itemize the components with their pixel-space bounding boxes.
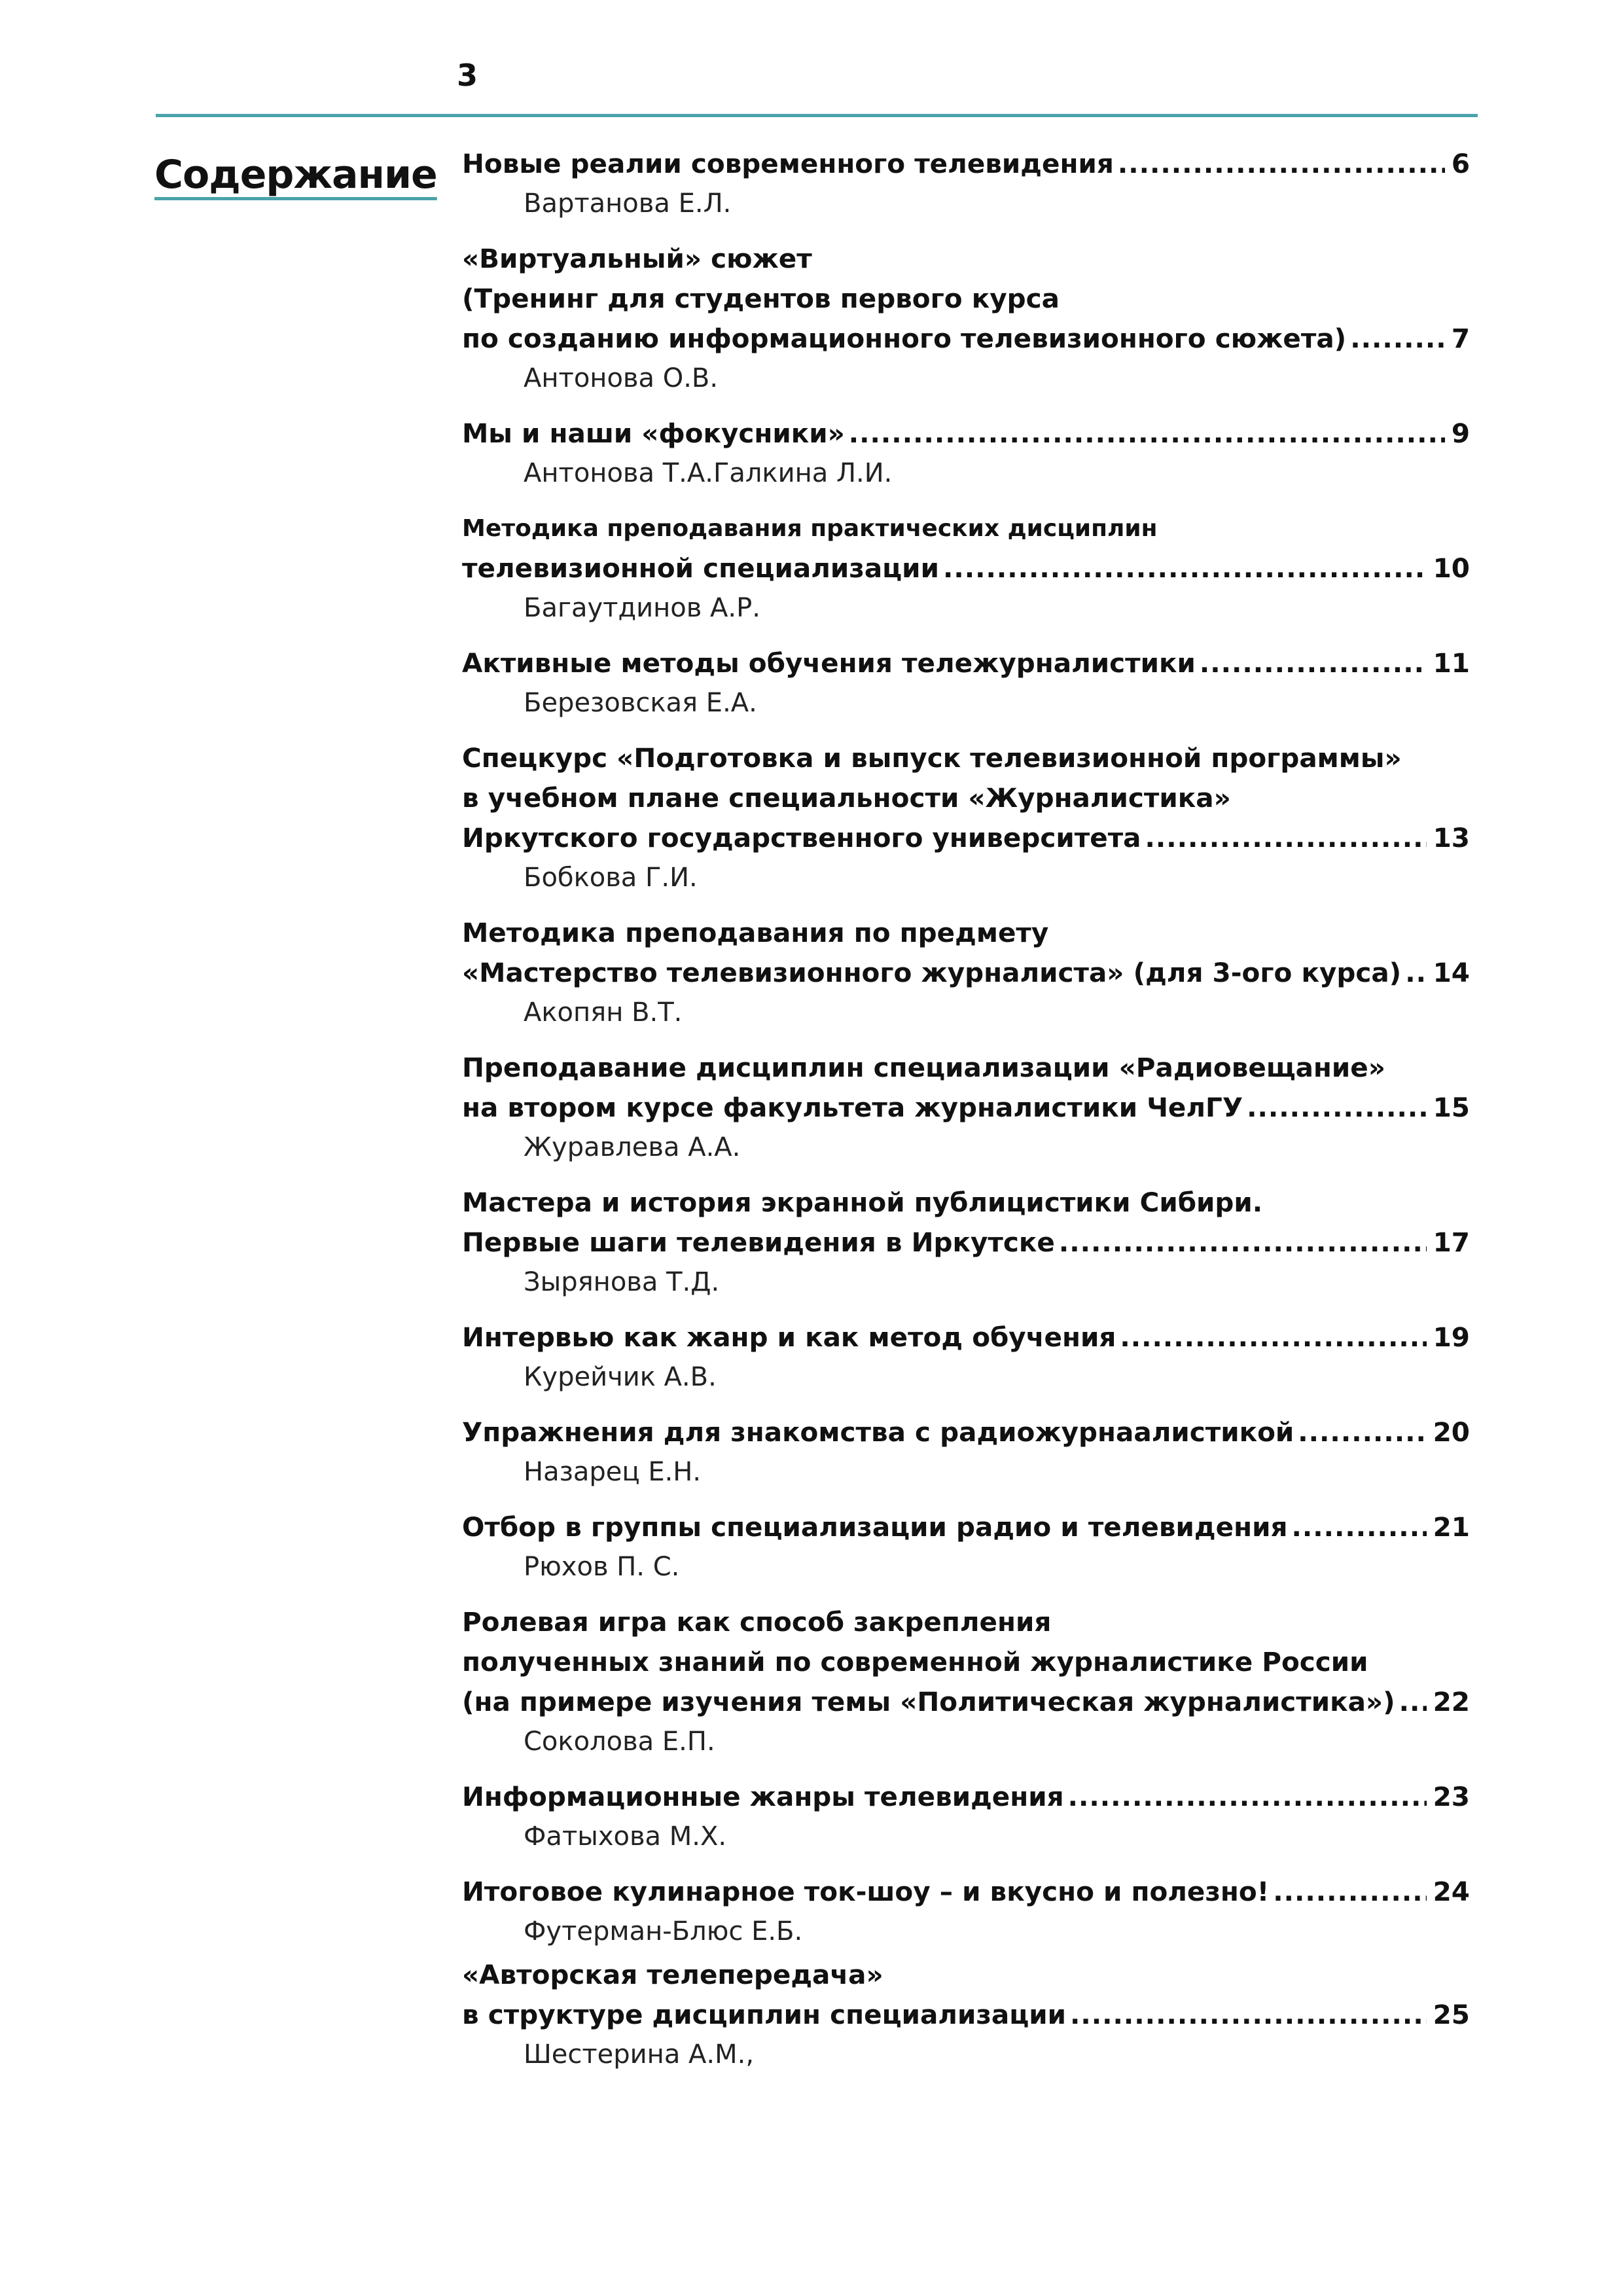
toc-entry-title-line[interactable] [462, 1507, 1470, 1547]
toc-entry-title: (Тренинг для студентов первого курса [462, 283, 1060, 314]
toc-entry-page: 13 [1433, 822, 1470, 853]
toc-entry-title-line[interactable] [462, 1412, 1470, 1452]
toc-entry-page: 17 [1433, 1227, 1470, 1258]
toc-entry-author: Березовская Е.А. [524, 688, 757, 718]
dot-leader [1145, 818, 1427, 858]
toc-entry [462, 913, 1470, 1032]
toc-entry-page: 10 [1433, 552, 1470, 584]
toc-entry-title: «Виртуальный» сюжет [462, 243, 812, 274]
toc-entry-title: Мастера и история экранной публицистики Сибири. [462, 1187, 1263, 1218]
toc-entry-author: Шестерина А.М., [524, 2039, 755, 2070]
toc-entry [462, 1183, 1470, 1302]
toc-entry-title: Первые шаги телевидения в Иркутске [462, 1227, 1055, 1258]
toc-entry-title: Активные методы обучения тележурналистики [462, 647, 1196, 679]
toc-entry-author: Антонова О.В. [524, 363, 719, 393]
toc-entry-title-line[interactable] [462, 548, 1470, 588]
toc-entry-title: Новые реалии современного телевидения [462, 148, 1114, 179]
toc-entry [462, 1318, 1470, 1397]
toc-entry-author: Курейчик А.В. [524, 1362, 717, 1392]
toc-entry-author: Фатыхова М.Х. [524, 1821, 727, 1852]
dot-leader [1350, 319, 1445, 359]
toc-entry-author: Бобкова Г.И. [524, 863, 698, 893]
toc-entry-title-line[interactable] [462, 1318, 1470, 1357]
toc-entry [462, 738, 1470, 897]
toc-entry-page: 24 [1433, 1876, 1470, 1907]
page-number: 3 [457, 58, 478, 93]
toc-entry-title: по созданию информационного телевизионного сюжета) [462, 323, 1347, 354]
toc-entry-page: 21 [1433, 1511, 1470, 1543]
toc-entry [462, 1872, 1470, 1951]
dot-leader [849, 414, 1445, 454]
toc-entry-author: Акопян В.Т. [524, 997, 683, 1028]
toc-entry [462, 509, 1470, 628]
toc-entry-title: Итоговое кулинарное ток-шоу – и вкусно и полезно! [462, 1876, 1270, 1907]
dot-leader [1059, 1223, 1427, 1263]
toc-entry-title-line[interactable] [462, 953, 1470, 993]
toc-entry-title-line[interactable] [462, 1995, 1470, 2035]
toc-entry-author: Вартанова Е.Л. [524, 188, 732, 219]
toc-entry-title: Мы и наши «фокусники» [462, 418, 845, 449]
toc-entry-title-line[interactable] [462, 279, 1470, 319]
toc-entry-author: Антонова Т.А.Галкина Л.И. [524, 458, 893, 488]
dot-leader [1405, 953, 1426, 993]
dot-leader [943, 548, 1427, 588]
toc-entry-title-line[interactable] [462, 738, 1470, 778]
toc-entry-author: Соколова Е.П. [524, 1727, 715, 1757]
toc-entry-title-line[interactable] [462, 1682, 1470, 1722]
dot-leader [1118, 144, 1445, 184]
toc-entry-title-line[interactable] [462, 509, 1470, 548]
toc-entry [462, 144, 1470, 223]
toc-entry-title: «Мастерство телевизионного журналиста» (для 3-ого курса) [462, 957, 1402, 988]
toc-entry-title-line[interactable] [462, 319, 1470, 359]
toc-entry-page: 22 [1433, 1686, 1470, 1717]
toc-entry-title-line[interactable] [462, 1872, 1470, 1912]
toc-entry-page: 20 [1433, 1416, 1470, 1448]
toc-entry-title: в учебном плане специальности «Журналистика» [462, 782, 1231, 814]
toc-entry-title-line[interactable] [462, 1048, 1470, 1088]
toc-entry-title-line[interactable] [462, 1223, 1470, 1263]
toc-entry-author: Назарец Е.Н. [524, 1457, 702, 1487]
toc-entry-title: Интервью как жанр и как метод обучения [462, 1321, 1116, 1353]
toc-entry-title-line[interactable] [462, 818, 1470, 858]
toc-entry-author: Багаутдинов А.Р. [524, 593, 760, 623]
toc-entry-title: телевизионной специализации [462, 552, 939, 584]
toc-entry [462, 1777, 1470, 1856]
toc-entry-title: Отбор в группы специализации радио и телевидения [462, 1511, 1288, 1543]
dot-leader [1291, 1507, 1426, 1547]
toc-entry-title-line[interactable] [462, 1602, 1470, 1642]
toc-entry-title-line[interactable] [462, 1183, 1470, 1223]
toc-entry [462, 1955, 1470, 2074]
toc-entry [462, 1412, 1470, 1492]
toc-entry-title-line[interactable] [462, 144, 1470, 184]
dot-leader [1247, 1088, 1427, 1128]
dot-leader [1070, 1995, 1427, 2035]
toc-entry [462, 414, 1470, 493]
toc-entry-title: полученных знаний по современной журналистике России [462, 1646, 1368, 1677]
toc-entry-page: 23 [1433, 1781, 1470, 1812]
toc-entry-page: 19 [1433, 1321, 1470, 1353]
toc-entry-author: Рюхов П. С. [524, 1552, 680, 1582]
toc-entry-title-line[interactable] [462, 1777, 1470, 1817]
toc-entry-title: Информационные жанры телевидения [462, 1781, 1064, 1812]
toc-entry [462, 643, 1470, 723]
toc-entry-page: 6 [1451, 148, 1470, 179]
toc-entry-title: Ролевая игра как способ закрепления [462, 1606, 1052, 1638]
table-of-contents [462, 144, 1470, 2090]
dot-leader [1273, 1872, 1426, 1912]
toc-entry-title: Методика преподавания практических дисциплин [462, 515, 1158, 542]
toc-entry-title-line[interactable] [462, 913, 1470, 953]
section-title: Содержание [154, 152, 437, 198]
toc-entry-title-line[interactable] [462, 1642, 1470, 1682]
toc-entry [462, 1507, 1470, 1587]
toc-entry-title: «Авторская телепередача» [462, 1959, 883, 1990]
dot-leader [1068, 1777, 1427, 1817]
toc-entry-title: на втором курсе факультета журналистики ЧелГУ [462, 1092, 1243, 1123]
toc-entry-author: Зырянова Т.Д. [524, 1267, 720, 1297]
toc-entry-page: 14 [1433, 957, 1470, 988]
toc-entry-title-line[interactable] [462, 239, 1470, 279]
header-rule [156, 114, 1478, 117]
toc-entry [462, 1602, 1470, 1761]
toc-entry-title-line[interactable] [462, 643, 1470, 683]
toc-entry-page: 11 [1433, 647, 1470, 679]
toc-entry-title-line[interactable] [462, 414, 1470, 454]
toc-entry-title: Упражнения для знакомства с радиожурнаалистикой [462, 1416, 1294, 1448]
toc-entry-title-line[interactable] [462, 778, 1470, 818]
toc-entry [462, 239, 1470, 398]
dot-leader [1120, 1318, 1426, 1357]
toc-entry-title: Методика преподавания по предмету [462, 917, 1049, 948]
dot-leader [1399, 1682, 1427, 1722]
toc-entry-title-line[interactable] [462, 1955, 1470, 1995]
toc-entry-page: 9 [1451, 418, 1470, 449]
toc-entry [462, 1048, 1470, 1167]
toc-entry-author: Журавлева А.А. [524, 1132, 741, 1162]
toc-entry-page: 7 [1451, 323, 1470, 354]
dot-leader [1200, 643, 1427, 683]
toc-entry-author: Футерман-Блюс Е.Б. [524, 1916, 803, 1946]
toc-entry-title: в структуре дисциплин специализации [462, 1999, 1066, 2030]
toc-entry-title: Преподавание дисциплин специализации «Радиовещание» [462, 1052, 1385, 1083]
toc-entry-page: 15 [1433, 1092, 1470, 1123]
toc-entry-page: 25 [1433, 1999, 1470, 2030]
toc-entry-title-line[interactable] [462, 1088, 1470, 1128]
dot-leader [1298, 1412, 1426, 1452]
toc-entry-title: Иркутского государственного университета [462, 822, 1141, 853]
toc-entry-title: (на примере изучения темы «Политическая журналистика») [462, 1686, 1395, 1717]
toc-entry-title: Спецкурс «Подготовка и выпуск телевизионной программы» [462, 742, 1402, 774]
